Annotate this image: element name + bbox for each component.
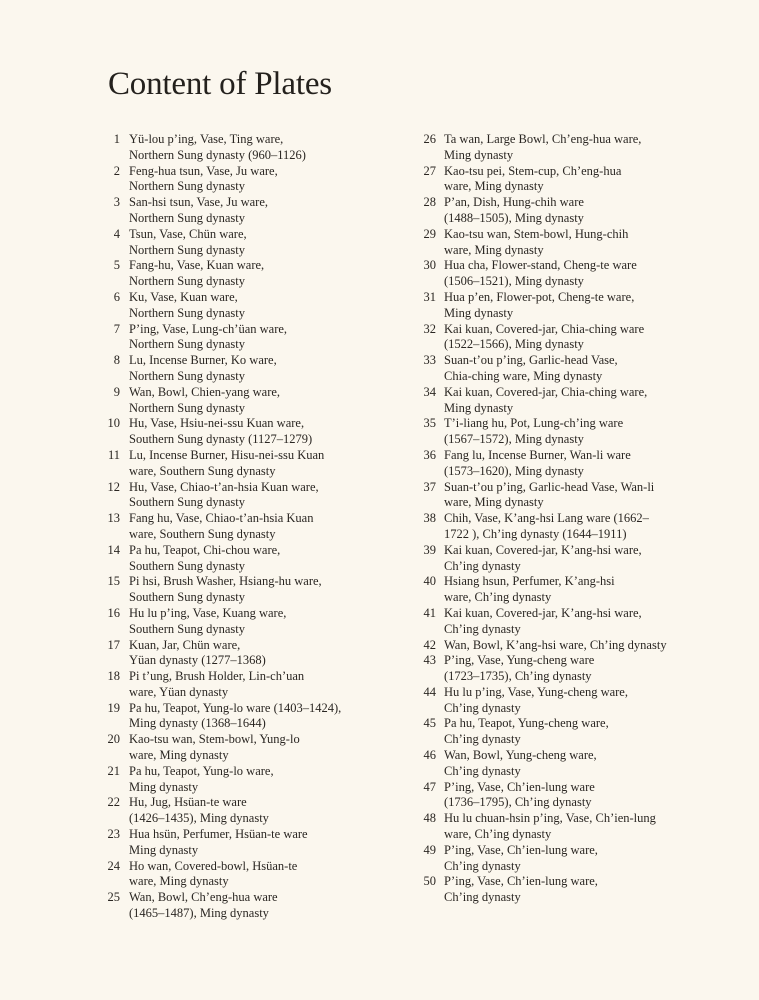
- plate-number: 8: [113, 353, 120, 368]
- plate-entry: [410, 322, 710, 354]
- plate-number: 31: [423, 289, 436, 304]
- plate-entry: [96, 164, 396, 196]
- plate-description-line: Ming dynasty (1368–1644): [129, 716, 266, 731]
- plate-description-line: Northern Sung dynasty (960–1126): [129, 147, 306, 162]
- plate-entry: [96, 764, 396, 796]
- plate-description: [444, 543, 642, 575]
- plate-description: [444, 258, 637, 290]
- plate-number: 30: [423, 258, 436, 273]
- plate-description-line: Kao-tsu pei, Stem-cup, Ch’eng-hua: [444, 163, 622, 178]
- plate-description-line: Ch’ing dynasty: [444, 890, 521, 905]
- plate-description: [129, 638, 266, 670]
- plate-description-line: P’ing, Vase, Ch’ien-lung ware,: [444, 874, 598, 889]
- plate-description-line: P’ing, Vase, Ch’ien-lung ware: [444, 779, 595, 794]
- plate-description-line: Yüan dynasty (1277–1368): [129, 653, 266, 668]
- plate-number: 6: [113, 289, 120, 304]
- plate-description: [444, 716, 609, 748]
- plate-description: [129, 164, 278, 196]
- plate-entry: [96, 290, 396, 322]
- plate-description: [129, 353, 277, 385]
- plate-description-line: Northern Sung dynasty: [129, 337, 245, 352]
- plate-number: 45: [423, 716, 436, 731]
- plate-entry: [410, 543, 710, 575]
- plate-description: [444, 811, 656, 843]
- plate-description-line: (1465–1487), Ming dynasty: [129, 906, 269, 921]
- plate-entry: [410, 164, 710, 196]
- plate-number: 35: [423, 416, 436, 431]
- plate-entry: [410, 811, 710, 843]
- plate-number: 49: [423, 842, 436, 857]
- plate-number: 9: [113, 384, 120, 399]
- plate-description: [444, 385, 647, 417]
- plate-entry: [96, 448, 396, 480]
- plate-entry: [410, 511, 710, 543]
- plate-description-line: P’ing, Vase, Ch’ien-lung ware,: [444, 842, 598, 857]
- plate-description-line: (1506–1521), Ming dynasty: [444, 274, 584, 289]
- plate-entry: [96, 701, 396, 733]
- plate-description-line: Southern Sung dynasty: [129, 621, 245, 636]
- plate-number: 34: [423, 384, 436, 399]
- plate-entry: [410, 685, 710, 717]
- plate-description: [129, 890, 278, 922]
- plate-description-line: Hua p’en, Flower-pot, Cheng-te ware,: [444, 289, 635, 304]
- plate-description-line: Northern Sung dynasty: [129, 305, 245, 320]
- plate-number: 4: [113, 226, 120, 241]
- plate-entry: [410, 606, 710, 638]
- plate-description-line: Southern Sung dynasty (1127–1279): [129, 432, 313, 447]
- plate-description: [129, 290, 245, 322]
- plate-description-line: Kao-tsu wan, Stem-bowl, Hung-chih: [444, 226, 629, 241]
- plate-description-line: ware, Ming dynasty: [129, 748, 229, 763]
- plate-number: 41: [423, 605, 436, 620]
- plate-description-line: Northern Sung dynasty: [129, 400, 245, 415]
- plate-description-line: Ming dynasty: [444, 147, 514, 162]
- plate-entry: [410, 638, 710, 654]
- plate-description-line: Hu, Vase, Hsiu-nei-ssu Kuan ware,: [129, 416, 305, 431]
- plate-number: 44: [423, 684, 436, 699]
- plate-description-line: Southern Sung dynasty: [129, 590, 245, 605]
- plate-number: 43: [423, 653, 436, 668]
- plate-description: [444, 780, 595, 812]
- plate-number: 21: [107, 763, 120, 778]
- plate-number: 22: [107, 795, 120, 810]
- plate-description: [129, 385, 280, 417]
- plate-description-line: ware, Ch’ing dynasty: [444, 590, 552, 605]
- plate-number: 7: [113, 321, 120, 336]
- plate-description: [129, 669, 304, 701]
- plate-description-line: Pi hsi, Brush Washer, Hsiang-hu ware,: [129, 574, 322, 589]
- plate-description: [129, 511, 313, 543]
- plate-entry: [410, 132, 710, 164]
- plate-description: [129, 764, 274, 796]
- plate-description: [129, 132, 306, 164]
- plate-entry: [96, 258, 396, 290]
- plate-description-line: Fang-hu, Vase, Kuan ware,: [129, 258, 265, 273]
- plate-entry: [96, 543, 396, 575]
- plate-description-line: Hu, Vase, Chiao-t’an-hsia Kuan ware,: [129, 479, 319, 494]
- plate-description: [129, 258, 264, 290]
- plate-description-line: Northern Sung dynasty: [129, 242, 245, 257]
- plate-entry: [96, 669, 396, 701]
- plate-description-line: Feng-hua tsun, Vase, Ju ware,: [129, 163, 278, 178]
- plate-number: 26: [423, 132, 436, 146]
- plate-description-line: Wan, Bowl, Chien-yang ware,: [129, 384, 281, 399]
- plates-list-left: [96, 132, 396, 922]
- plate-number: 40: [423, 574, 436, 589]
- plate-number: 25: [107, 890, 120, 905]
- plate-description-line: ware, Yüan dynasty: [129, 684, 229, 699]
- plate-description-line: Ming dynasty: [129, 779, 199, 794]
- plate-description-line: Fang hu, Vase, Chiao-t’an-hsia Kuan: [129, 511, 314, 526]
- plate-description-line: ware, Ming dynasty: [129, 874, 229, 889]
- plate-description-line: Hua hsün, Perfumer, Hsüan-te ware: [129, 827, 308, 842]
- plate-description: [129, 859, 297, 891]
- plate-description: [129, 195, 268, 227]
- plate-entry: [410, 780, 710, 812]
- plate-description: [129, 827, 308, 859]
- plate-number: 20: [107, 732, 120, 747]
- plate-entry: [96, 195, 396, 227]
- plate-description-line: Southern Sung dynasty: [129, 495, 245, 510]
- plate-description: [444, 748, 597, 780]
- plate-entry: [96, 827, 396, 859]
- plate-number: 5: [113, 258, 120, 273]
- plate-description-line: Lu, Incense Burner, Ko ware,: [129, 353, 277, 368]
- plate-entry: [96, 732, 396, 764]
- plate-description: [444, 164, 621, 196]
- plate-description-line: Fang lu, Incense Burner, Wan-li ware: [444, 447, 631, 462]
- plate-entry: [96, 890, 396, 922]
- plate-description-line: Chih, Vase, K’ang-hsi Lang ware (1662–: [444, 511, 649, 526]
- plate-description: [444, 511, 649, 543]
- plate-description-line: (1567–1572), Ming dynasty: [444, 432, 584, 447]
- plate-entry: [96, 322, 396, 354]
- plate-description-line: Kao-tsu wan, Stem-bowl, Yung-lo: [129, 732, 300, 747]
- plate-description: [444, 843, 598, 875]
- plate-entry: [96, 132, 396, 164]
- plate-entry: [96, 574, 396, 606]
- plate-description: [129, 322, 287, 354]
- plate-description-line: Tsun, Vase, Chün ware,: [129, 226, 247, 241]
- plate-description: [444, 132, 641, 164]
- plate-description: [129, 701, 341, 733]
- plate-number: 33: [423, 353, 436, 368]
- plate-description: [129, 574, 322, 606]
- plate-description-line: Hua cha, Flower-stand, Cheng-te ware: [444, 258, 637, 273]
- plate-description-line: Ch’ing dynasty: [444, 732, 521, 747]
- plate-number: 19: [107, 700, 120, 715]
- plate-description-line: Wan, Bowl, Ch’eng-hua ware: [129, 890, 278, 905]
- plate-entry: [410, 227, 710, 259]
- plate-description: [444, 195, 584, 227]
- plate-number: 50: [423, 874, 436, 889]
- plate-description-line: Kuan, Jar, Chün ware,: [129, 637, 241, 652]
- plate-description: [129, 448, 324, 480]
- plate-description: [444, 322, 644, 354]
- plate-number: 23: [107, 827, 120, 842]
- plate-entry: [410, 716, 710, 748]
- plate-description-line: Hu lu p’ing, Vase, Yung-cheng ware,: [444, 684, 628, 699]
- plate-description-line: ware, Southern Sung dynasty: [129, 526, 276, 541]
- plate-number: 18: [107, 669, 120, 684]
- plate-entry: [410, 353, 710, 385]
- plate-number: 36: [423, 447, 436, 462]
- plate-description-line: Ho wan, Covered-bowl, Hsüan-te: [129, 858, 298, 873]
- plate-description-line: Kai kuan, Covered-jar, K’ang-hsi ware,: [444, 605, 642, 620]
- plate-description: [444, 685, 628, 717]
- plate-description-line: (1736–1795), Ch’ing dynasty: [444, 795, 592, 810]
- plate-description-line: Northern Sung dynasty: [129, 179, 245, 194]
- plate-description: [444, 227, 628, 259]
- plate-description-line: Yü-lou p’ing, Vase, Ting ware,: [129, 132, 284, 146]
- plate-description-line: Hu lu p’ing, Vase, Kuang ware,: [129, 605, 287, 620]
- plate-description: [444, 290, 634, 322]
- plate-number: 10: [107, 416, 120, 431]
- plate-description-line: Ch’ing dynasty: [444, 700, 521, 715]
- plate-description-line: Ch’ing dynasty: [444, 858, 521, 873]
- plate-description: [129, 606, 286, 638]
- plate-entry: [410, 385, 710, 417]
- plate-entry: [410, 653, 710, 685]
- plate-description-line: (1488–1505), Ming dynasty: [444, 210, 584, 225]
- plate-description-line: Pi t’ung, Brush Holder, Lin-ch’uan: [129, 669, 305, 684]
- plate-entry: [96, 795, 396, 827]
- plate-description-line: Wan, Bowl, K’ang-hsi ware, Ch’ing dynasty: [444, 637, 667, 652]
- plate-entry: [96, 416, 396, 448]
- plate-description-line: Ch’ing dynasty: [444, 763, 521, 778]
- plate-entry: [410, 874, 710, 906]
- plate-description-line: Chia-ching ware, Ming dynasty: [444, 368, 603, 383]
- plate-description-line: Pa hu, Teapot, Yung-lo ware,: [129, 763, 274, 778]
- plate-description-line: Suan-t’ou p’ing, Garlic-head Vase,: [444, 353, 618, 368]
- plate-description-line: Ming dynasty: [444, 400, 514, 415]
- plate-description-line: Lu, Incense Burner, Hisu-nei-ssu Kuan: [129, 447, 325, 462]
- plate-description: [444, 574, 615, 606]
- plate-description-line: Kai kuan, Covered-jar, K’ang-hsi ware,: [444, 542, 642, 557]
- plate-number: 46: [423, 748, 436, 763]
- plate-number: 3: [113, 195, 120, 210]
- plate-number: 15: [107, 574, 120, 589]
- plate-number: 39: [423, 542, 436, 557]
- plate-description: [444, 480, 654, 512]
- plate-entry: [410, 195, 710, 227]
- plate-description-line: T’i-liang hu, Pot, Lung-ch’ing ware: [444, 416, 624, 431]
- plate-number: 37: [423, 479, 436, 494]
- plate-description-line: Suan-t’ou p’ing, Garlic-head Vase, Wan-li: [444, 479, 655, 494]
- plate-description-line: Ming dynasty: [129, 842, 199, 857]
- plate-description-line: Kai kuan, Covered-jar, Chia-ching ware: [444, 321, 645, 336]
- plate-number: 16: [107, 605, 120, 620]
- plate-description-line: Hu, Jug, Hsüan-te ware: [129, 795, 247, 810]
- plate-entry: [96, 353, 396, 385]
- plate-description-line: Pa hu, Teapot, Chi-chou ware,: [129, 542, 281, 557]
- plate-description-line: ware, Ming dynasty: [444, 242, 544, 257]
- plate-description-line: ware, Ming dynasty: [444, 179, 544, 194]
- plate-description-line: ware, Southern Sung dynasty: [129, 463, 276, 478]
- plate-entry: [410, 574, 710, 606]
- plate-description-line: Hu lu chuan-hsin p’ing, Vase, Ch’ien-lung: [444, 811, 656, 826]
- plate-description-line: Northern Sung dynasty: [129, 210, 245, 225]
- plate-description: [444, 874, 598, 906]
- plate-number: 2: [113, 163, 120, 178]
- plate-description-line: Ch’ing dynasty: [444, 558, 521, 573]
- plate-description-line: Ta wan, Large Bowl, Ch’eng-hua ware,: [444, 132, 642, 146]
- plate-description: [129, 795, 269, 827]
- plate-description-line: Ku, Vase, Kuan ware,: [129, 289, 238, 304]
- plate-entry: [410, 843, 710, 875]
- plate-number: 14: [107, 542, 120, 557]
- plate-description-line: Pa hu, Teapot, Yung-lo ware (1403–1424),: [129, 700, 342, 715]
- plate-entry: [96, 638, 396, 670]
- plate-description: [129, 732, 300, 764]
- plate-description-line: Northern Sung dynasty: [129, 368, 245, 383]
- plate-description-line: Ch’ing dynasty: [444, 621, 521, 636]
- plate-description: [444, 448, 631, 480]
- plate-description-line: Southern Sung dynasty: [129, 558, 245, 573]
- plate-description: [444, 606, 642, 638]
- plate-description: [444, 353, 618, 385]
- plate-description: [129, 543, 280, 575]
- plate-entry: [410, 448, 710, 480]
- plate-entry: [410, 416, 710, 448]
- plate-entry: [96, 385, 396, 417]
- plate-description-line: 1722 ), Ch’ing dynasty (1644–1911): [444, 526, 627, 541]
- plate-description-line: Hsiang hsun, Perfumer, K’ang-hsi: [444, 574, 615, 589]
- plate-description: [129, 227, 247, 259]
- plate-number: 27: [423, 163, 436, 178]
- page-title: Content of Plates: [108, 66, 332, 102]
- plate-number: 17: [107, 637, 120, 652]
- plate-number: 48: [423, 811, 436, 826]
- plate-number: 28: [423, 195, 436, 210]
- plate-description-line: Northern Sung dynasty: [129, 274, 245, 289]
- plate-description: [444, 416, 623, 448]
- plate-description-line: P’an, Dish, Hung-chih ware: [444, 195, 584, 210]
- plate-number: 11: [107, 447, 120, 462]
- plate-number: 24: [107, 858, 120, 873]
- plate-entry: [96, 859, 396, 891]
- plate-number: 42: [423, 637, 436, 652]
- plate-description: [444, 653, 594, 685]
- plate-description-line: P’ing, Vase, Yung-cheng ware: [444, 653, 595, 668]
- plate-entry: [410, 748, 710, 780]
- plate-entry: [96, 511, 396, 543]
- plate-number: 12: [107, 479, 120, 494]
- plate-description: [444, 638, 667, 654]
- plate-entry: [96, 227, 396, 259]
- plate-description: [129, 480, 319, 512]
- plate-description-line: (1573–1620), Ming dynasty: [444, 463, 584, 478]
- plate-description-line: Pa hu, Teapot, Yung-cheng ware,: [444, 716, 609, 731]
- plate-description-line: (1426–1435), Ming dynasty: [129, 811, 269, 826]
- plate-entry: [96, 480, 396, 512]
- plate-description-line: Kai kuan, Covered-jar, Chia-ching ware,: [444, 384, 648, 399]
- plate-number: 1: [113, 132, 120, 146]
- plates-list-right: [410, 132, 710, 906]
- plate-entry: [96, 606, 396, 638]
- plate-description-line: (1522–1566), Ming dynasty: [444, 337, 584, 352]
- plate-description-line: Ming dynasty: [444, 305, 514, 320]
- plate-description-line: (1723–1735), Ch’ing dynasty: [444, 669, 592, 684]
- plate-number: 47: [423, 779, 436, 794]
- plate-entry: [410, 258, 710, 290]
- plate-number: 38: [423, 511, 436, 526]
- plate-entry: [410, 290, 710, 322]
- plate-entry: [410, 480, 710, 512]
- plate-number: 32: [423, 321, 436, 336]
- plate-number: 29: [423, 226, 436, 241]
- plate-description: [129, 416, 312, 448]
- plate-number: 13: [107, 511, 120, 526]
- plate-description-line: P’ing, Vase, Lung-ch’üan ware,: [129, 321, 288, 336]
- plate-description-line: ware, Ming dynasty: [444, 495, 544, 510]
- plate-description-line: Wan, Bowl, Yung-cheng ware,: [444, 748, 597, 763]
- plate-description-line: ware, Ch’ing dynasty: [444, 827, 552, 842]
- plate-description-line: San-hsi tsun, Vase, Ju ware,: [129, 195, 268, 210]
